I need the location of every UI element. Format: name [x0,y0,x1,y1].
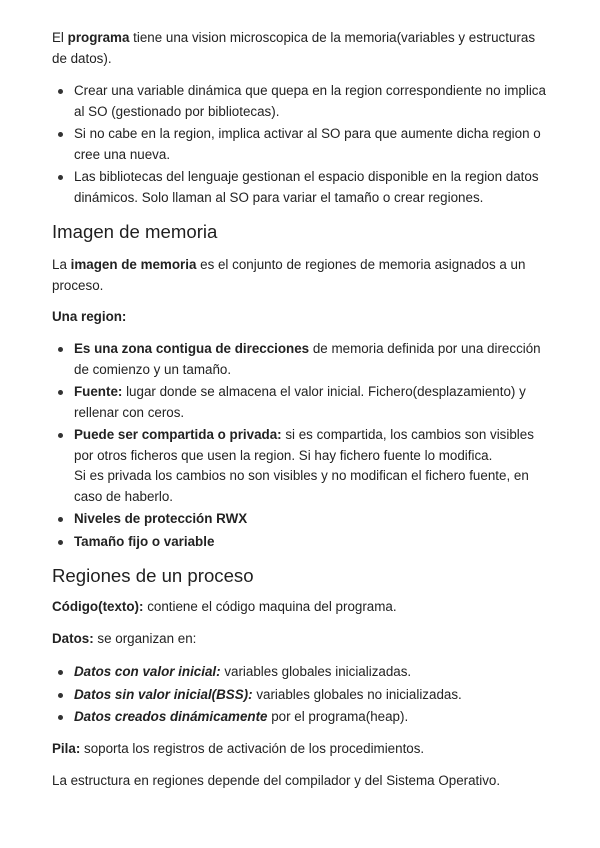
region-subheading-text: Una region: [52,309,127,324]
closing-paragraph: La estructura en regiones depende del compilador y del Sistema Operativo. [52,773,501,788]
list-item [52,707,552,728]
item-text: por el programa(heap). [267,709,409,724]
region-list [52,339,552,554]
section-heading-imagen: Imagen de memoria [52,221,218,242]
datos-text: se organizan en: [93,631,197,646]
datos-label: Datos: [52,631,94,646]
list-item [52,382,552,423]
pila-text: soporta los registros de activación de los procedimientos. [80,741,425,756]
imagen-paragraph [52,255,552,296]
item-bold-label: Datos con valor inicial: [74,664,221,679]
list-item: Crear una variable dinámica que quepa en la region correspondiente no implica al SO (gestionado por bibliotecas). [52,81,552,122]
codigo-text: contiene el código maquina del programa. [143,599,397,614]
list-item [52,425,552,507]
list-item: Las bibliotecas del lenguaje gestionan el espacio disponible en la region datos dinámicos. Solo llaman al SO para variar el tamaño o crear regiones. [52,167,552,208]
datos-list [52,662,552,730]
item-text: variables globales inicializadas. [220,664,412,679]
list-item [52,532,552,553]
pila-paragraph [52,739,552,760]
imagen-bold-term: imagen de memoria [70,257,197,272]
item-text-continuation: Si es privada los cambios no son visibles y no modifican el fichero fuente, en caso de haberlo. [74,468,529,504]
intro-text-pre: El [52,30,68,45]
item-text: si es compartida, los cambios son visibles por otros ficheros que usen la region. Si hay fichero fuente lo modifica. [74,427,534,463]
intro-list [52,81,552,210]
list-item: Si no cabe en la region, implica activar al SO para que aumente dicha region o cree una nueva. [52,124,552,165]
item-text: variables globales no inicializadas. [252,686,462,702]
intro-text-post: tiene una vision microscopica de la memoria(variables y estructuras de datos). [52,30,536,66]
imagen-text-post: es el conjunto de regiones de memoria asignados a un proceso. [52,257,526,293]
list-item [52,509,552,530]
intro-bold-term: programa [67,30,130,45]
section-heading-regiones: Regiones de un proceso [52,565,254,586]
region-subheading [52,307,552,328]
datos-paragraph [52,629,552,650]
list-item [52,685,552,706]
item-bold-label: Niveles de protección RWX [74,511,248,526]
item-bold-label: Datos creados dinámicamente [74,709,268,724]
item-bold-label: Tamaño fijo o variable [74,533,215,549]
codigo-paragraph [52,597,552,618]
item-text: de memoria definida por una dirección de comienzo y un tamaño. [74,341,541,377]
pila-label: Pila: [52,741,81,756]
imagen-text-pre: La [52,257,71,272]
item-bold-label: Es una zona contigua de direcciones [74,341,310,356]
item-bold-label: Fuente: [74,384,123,399]
codigo-label: Código(texto): [52,599,144,614]
item-bold-label: Datos sin valor inicial(BSS): [74,686,253,702]
item-text: lugar donde se almacena el valor inicial. Fichero(desplazamiento) y rellenar con ceros. [74,384,526,420]
list-item [52,662,552,683]
list-item [52,339,552,380]
item-bold-label: Puede ser compartida o privada: [74,427,282,442]
intro-paragraph [52,28,552,69]
